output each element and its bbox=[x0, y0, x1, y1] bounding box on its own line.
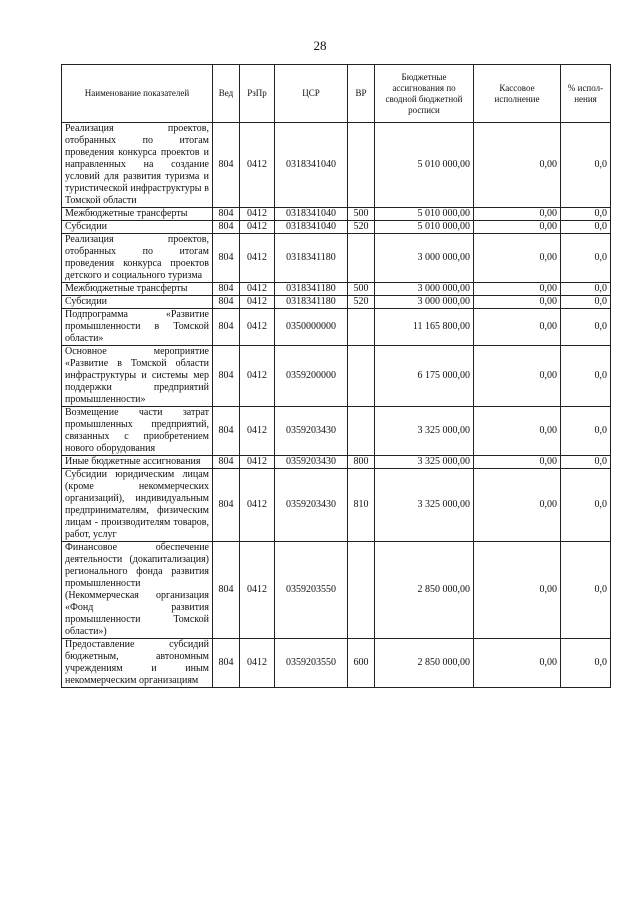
row-budget: 2 850 000,00 bbox=[375, 639, 474, 688]
row-vr bbox=[348, 234, 375, 283]
row-budget: 5 010 000,00 bbox=[375, 221, 474, 234]
row-rzpr: 0412 bbox=[240, 456, 275, 469]
row-cash: 0,00 bbox=[474, 221, 561, 234]
table-row bbox=[62, 346, 611, 407]
table-header-row bbox=[62, 65, 611, 123]
row-budget: 2 850 000,00 bbox=[375, 542, 474, 639]
row-cash: 0,00 bbox=[474, 639, 561, 688]
row-csr: 0359203430 bbox=[275, 469, 348, 542]
row-percent: 0,0 bbox=[561, 283, 611, 296]
table-row bbox=[62, 469, 611, 542]
row-csr: 0318341040 bbox=[275, 123, 348, 208]
row-percent: 0,0 bbox=[561, 639, 611, 688]
row-rzpr: 0412 bbox=[240, 208, 275, 221]
header-vr: ВР bbox=[348, 65, 375, 123]
row-rzpr: 0412 bbox=[240, 346, 275, 407]
row-percent: 0,0 bbox=[561, 234, 611, 283]
row-ved: 804 bbox=[213, 542, 240, 639]
table-row bbox=[62, 542, 611, 639]
table-row bbox=[62, 234, 611, 283]
row-cash: 0,00 bbox=[474, 296, 561, 309]
row-ved: 804 bbox=[213, 123, 240, 208]
row-csr: 0359203430 bbox=[275, 456, 348, 469]
header-budget: Бюджетные ассигнования по сводной бюджетной росписи bbox=[375, 65, 474, 123]
row-ved: 804 bbox=[213, 469, 240, 542]
row-percent: 0,0 bbox=[561, 208, 611, 221]
row-ved: 804 bbox=[213, 407, 240, 456]
row-name: Субсидии bbox=[62, 221, 213, 234]
row-percent: 0,0 bbox=[561, 296, 611, 309]
row-vr: 500 bbox=[348, 208, 375, 221]
row-vr bbox=[348, 123, 375, 208]
row-csr: 0350000000 bbox=[275, 309, 348, 346]
row-cash: 0,00 bbox=[474, 346, 561, 407]
row-cash: 0,00 bbox=[474, 123, 561, 208]
row-csr: 0359203550 bbox=[275, 542, 348, 639]
row-rzpr: 0412 bbox=[240, 542, 275, 639]
row-rzpr: 0412 bbox=[240, 309, 275, 346]
row-budget: 3 325 000,00 bbox=[375, 469, 474, 542]
row-csr: 0318341180 bbox=[275, 234, 348, 283]
row-percent: 0,0 bbox=[561, 309, 611, 346]
row-cash: 0,00 bbox=[474, 208, 561, 221]
row-name: Предоставление субсидий бюджетным, автономным учреждениям и иным некоммерческим организациям bbox=[62, 639, 213, 688]
row-cash: 0,00 bbox=[474, 283, 561, 296]
row-rzpr: 0412 bbox=[240, 221, 275, 234]
header-cash: Кассовое исполнение bbox=[474, 65, 561, 123]
row-vr bbox=[348, 542, 375, 639]
row-ved: 804 bbox=[213, 283, 240, 296]
row-budget: 6 175 000,00 bbox=[375, 346, 474, 407]
table-row bbox=[62, 296, 611, 309]
row-ved: 804 bbox=[213, 234, 240, 283]
row-budget: 3 000 000,00 bbox=[375, 283, 474, 296]
row-cash: 0,00 bbox=[474, 309, 561, 346]
header-name: Наименование показателей bbox=[62, 65, 213, 123]
row-vr: 520 bbox=[348, 296, 375, 309]
table-row bbox=[62, 208, 611, 221]
table-row bbox=[62, 283, 611, 296]
row-ved: 804 bbox=[213, 639, 240, 688]
row-percent: 0,0 bbox=[561, 346, 611, 407]
table-row bbox=[62, 123, 611, 208]
row-name: Субсидии bbox=[62, 296, 213, 309]
row-name: Подпрограмма «Развитие промышленности в Томской области» bbox=[62, 309, 213, 346]
row-name: Возмещение части затрат промышленных предприятий, связанных с приобретением нового оборудования bbox=[62, 407, 213, 456]
row-percent: 0,0 bbox=[561, 221, 611, 234]
budget-execution-table bbox=[61, 64, 611, 688]
row-budget: 3 000 000,00 bbox=[375, 296, 474, 309]
row-name: Реализация проектов, отобранных по итогам проведения конкурса проектов детского и социального туризма bbox=[62, 234, 213, 283]
row-vr bbox=[348, 309, 375, 346]
row-ved: 804 bbox=[213, 346, 240, 407]
row-budget: 3 325 000,00 bbox=[375, 456, 474, 469]
row-ved: 804 bbox=[213, 221, 240, 234]
page-number: 28 bbox=[313, 38, 327, 53]
row-name: Основное мероприятие «Развитие в Томской области инфраструктуры и системы мер поддержки предприятий промышленности» bbox=[62, 346, 213, 407]
header-rzpr: РзПр bbox=[240, 65, 275, 123]
row-csr: 0318341180 bbox=[275, 296, 348, 309]
row-name: Межбюджетные трансферты bbox=[62, 208, 213, 221]
header-csr: ЦСР bbox=[275, 65, 348, 123]
row-percent: 0,0 bbox=[561, 123, 611, 208]
row-rzpr: 0412 bbox=[240, 123, 275, 208]
row-vr: 520 bbox=[348, 221, 375, 234]
row-cash: 0,00 bbox=[474, 469, 561, 542]
row-csr: 0359203430 bbox=[275, 407, 348, 456]
table-body bbox=[62, 123, 611, 688]
row-csr: 0318341040 bbox=[275, 208, 348, 221]
row-cash: 0,00 bbox=[474, 456, 561, 469]
row-vr: 800 bbox=[348, 456, 375, 469]
row-percent: 0,0 bbox=[561, 542, 611, 639]
row-cash: 0,00 bbox=[474, 407, 561, 456]
row-rzpr: 0412 bbox=[240, 469, 275, 542]
row-ved: 804 bbox=[213, 208, 240, 221]
table-row bbox=[62, 456, 611, 469]
row-vr: 500 bbox=[348, 283, 375, 296]
row-rzpr: 0412 bbox=[240, 639, 275, 688]
row-percent: 0,0 bbox=[561, 456, 611, 469]
row-ved: 804 bbox=[213, 456, 240, 469]
row-name: Субсидии юридическим лицам (кроме некоммерческих организаций), индивидуальным предпринимателям, физическим лицам - производителям товаров, работ, услуг bbox=[62, 469, 213, 542]
row-name: Финансовое обеспечение деятельности (докапитализация) регионального фонда развития промышленности (Некоммерческая организация «Фонд развития промышленности Томской области») bbox=[62, 542, 213, 639]
row-rzpr: 0412 bbox=[240, 407, 275, 456]
row-ved: 804 bbox=[213, 296, 240, 309]
row-vr bbox=[348, 346, 375, 407]
row-budget: 5 010 000,00 bbox=[375, 208, 474, 221]
table-row bbox=[62, 639, 611, 688]
row-budget: 5 010 000,00 bbox=[375, 123, 474, 208]
row-budget: 11 165 800,00 bbox=[375, 309, 474, 346]
header-ved: Вед bbox=[213, 65, 240, 123]
table-row bbox=[62, 221, 611, 234]
row-name: Иные бюджетные ассигнования bbox=[62, 456, 213, 469]
row-rzpr: 0412 bbox=[240, 296, 275, 309]
row-csr: 0318341180 bbox=[275, 283, 348, 296]
row-vr: 810 bbox=[348, 469, 375, 542]
row-budget: 3 325 000,00 bbox=[375, 407, 474, 456]
table-row bbox=[62, 407, 611, 456]
row-name: Реализация проектов, отобранных по итогам проведения конкурса проектов и направленных на создание условий для развития туризма и туристической инфраструктуры в Томской области bbox=[62, 123, 213, 208]
header-percent: % испол-нения bbox=[561, 65, 611, 123]
row-csr: 0359203550 bbox=[275, 639, 348, 688]
row-cash: 0,00 bbox=[474, 542, 561, 639]
row-rzpr: 0412 bbox=[240, 283, 275, 296]
row-vr bbox=[348, 407, 375, 456]
row-cash: 0,00 bbox=[474, 234, 561, 283]
table-row bbox=[62, 309, 611, 346]
row-budget: 3 000 000,00 bbox=[375, 234, 474, 283]
row-csr: 0359200000 bbox=[275, 346, 348, 407]
row-percent: 0,0 bbox=[561, 407, 611, 456]
row-rzpr: 0412 bbox=[240, 234, 275, 283]
row-ved: 804 bbox=[213, 309, 240, 346]
row-name: Межбюджетные трансферты bbox=[62, 283, 213, 296]
row-percent: 0,0 bbox=[561, 469, 611, 542]
row-vr: 600 bbox=[348, 639, 375, 688]
row-csr: 0318341040 bbox=[275, 221, 348, 234]
